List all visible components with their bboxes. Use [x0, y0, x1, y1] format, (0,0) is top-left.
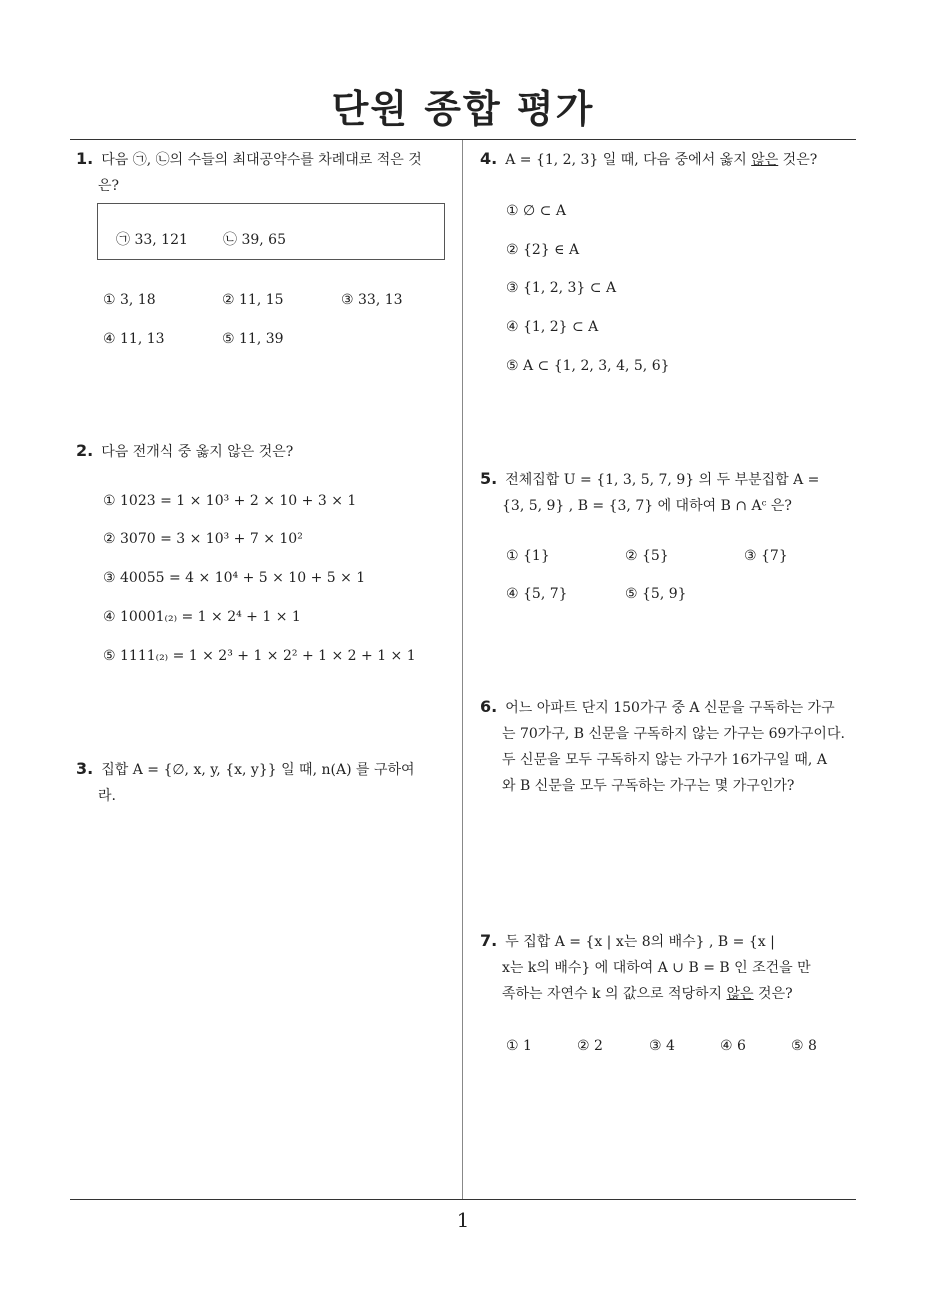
question-text: A = {1, 2, 3} 일 때, 다음 중에서 옳지: [505, 152, 752, 168]
choice-1[interactable]: ① 1: [506, 1038, 532, 1054]
choice-4[interactable]: ④ 11, 13: [103, 331, 165, 347]
choice-5[interactable]: ⑤ {5, 9}: [625, 586, 687, 602]
choice-5[interactable]: ⑤ 11, 39: [222, 331, 284, 347]
choice-4[interactable]: ④ 6: [720, 1038, 746, 1054]
question-number: 1.: [76, 149, 94, 168]
choice-5[interactable]: ⑤ 8: [791, 1038, 817, 1054]
choice-1[interactable]: ① {1}: [506, 548, 550, 564]
question-5: [480, 466, 860, 519]
question-text-line: x는 k의 배수} 에 대하여 A ∪ B = B 인 조건을 만: [502, 960, 811, 976]
question-text-continued: 라.: [98, 788, 116, 804]
question-number: 5.: [480, 469, 498, 488]
question-text-line: 두 신문을 모두 구독하지 않는 가구가 16가구일 때, A: [502, 752, 827, 768]
question-4: [480, 146, 860, 173]
choice-1[interactable]: ① 3, 18: [103, 292, 156, 308]
question-number: 2.: [76, 441, 94, 460]
question-7: [480, 928, 860, 1007]
question-6: [480, 694, 860, 799]
question-text: 전체집합 U = {1, 3, 5, 7, 9} 의 두 부분집합 A =: [505, 472, 820, 488]
question-text-line: [480, 981, 860, 1007]
question-text-line: 와 B 신문을 모두 구독하는 가구는 몇 가구인가?: [502, 778, 795, 794]
choice-4[interactable]: ④ 10001₍₂₎ = 1 × 2⁴ + 1 × 1: [103, 609, 301, 625]
top-rule: [70, 139, 856, 140]
choice-3[interactable]: ③ {1, 2, 3} ⊂ A: [506, 280, 617, 296]
question-text: 집합 A = {∅, x, y, {x, y}} 일 때, n(A) 를 구하여: [101, 762, 415, 778]
question-number: 7.: [480, 931, 498, 950]
question-3: [76, 756, 456, 809]
choice-4[interactable]: ④ {5, 7}: [506, 586, 568, 602]
given-box: [97, 203, 445, 260]
choice-3[interactable]: ③ 40055 = 4 × 10⁴ + 5 × 10 + 5 × 1: [103, 570, 366, 586]
question-text-line: 는 70가구, B 신문을 구독하지 않는 가구는 69가구이다.: [502, 726, 845, 742]
choice-2[interactable]: ② {5}: [625, 548, 669, 564]
choice-2[interactable]: ② {2} ∈ A: [506, 242, 580, 258]
bottom-rule: [70, 1199, 856, 1200]
emphasis-underline: 않은: [726, 986, 754, 1002]
question-number: 6.: [480, 697, 498, 716]
question-1: [76, 146, 456, 199]
question-text: 다음 ㉠, ㉡의 수들의 최대공약수를 차례대로 적은 것: [101, 152, 422, 168]
question-text-continued: 은?: [98, 178, 120, 194]
question-text-continued: {3, 5, 9} , B = {3, 7} 에 대하여 B ∩ Aᶜ 은?: [502, 498, 792, 514]
page-title: 단원 종합 평가: [331, 87, 595, 131]
choice-5[interactable]: ⑤ 1111₍₂₎ = 1 × 2³ + 1 × 2² + 1 × 2 + 1 × 1: [103, 648, 416, 664]
choice-3[interactable]: ③ {7}: [744, 548, 788, 564]
column-divider: [462, 140, 463, 1200]
choice-2[interactable]: ② 11, 15: [222, 292, 284, 308]
box-item-a: ㉠ 33, 121: [116, 232, 188, 248]
page-number: 1: [456, 1208, 470, 1232]
choice-3[interactable]: ③ 4: [649, 1038, 675, 1054]
choice-1[interactable]: ① ∅ ⊂ A: [506, 203, 566, 219]
question-text-end: 것은?: [753, 986, 793, 1002]
question-text: 어느 아파트 단지 150가구 중 A 신문을 구독하는 가구: [505, 700, 835, 716]
choice-2[interactable]: ② 3070 = 3 × 10³ + 7 × 10²: [103, 531, 303, 547]
question-text-part: 족하는 자연수 k 의 값으로 적당하지: [502, 986, 727, 1002]
question-text: 두 집합 A = {x | x는 8의 배수} , B = {x |: [505, 934, 775, 950]
box-item-b: ㉡ 39, 65: [223, 232, 286, 248]
emphasis-underline: 않은: [751, 152, 779, 168]
question-number: 3.: [76, 759, 94, 778]
question-number: 4.: [480, 149, 498, 168]
choice-3[interactable]: ③ 33, 13: [341, 292, 403, 308]
choice-4[interactable]: ④ {1, 2} ⊂ A: [506, 319, 599, 335]
question-text: 다음 전개식 중 옳지 않은 것은?: [101, 444, 294, 460]
choice-2[interactable]: ② 2: [577, 1038, 603, 1054]
choice-1[interactable]: ① 1023 = 1 × 10³ + 2 × 10 + 3 × 1: [103, 493, 357, 509]
question-text-end: 것은?: [778, 152, 818, 168]
choice-5[interactable]: ⑤ A ⊂ {1, 2, 3, 4, 5, 6}: [506, 358, 670, 374]
question-2: [76, 438, 456, 465]
